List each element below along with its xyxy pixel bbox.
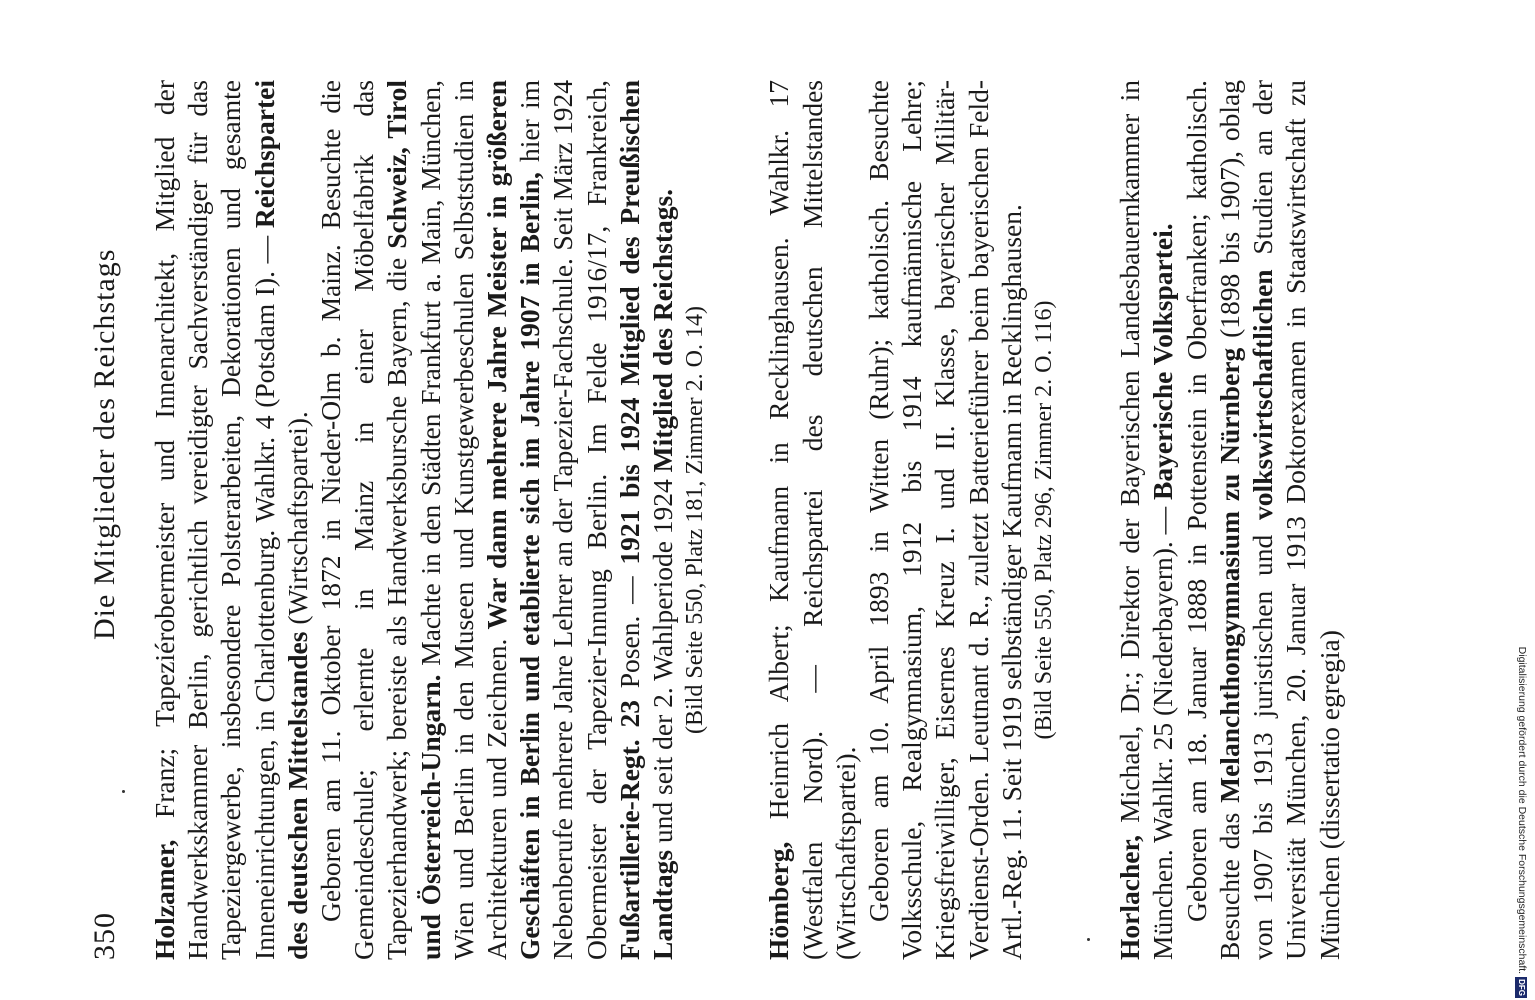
dfg-logo-icon: DFG xyxy=(1517,979,1526,996)
digitization-note-text-wrap xyxy=(1515,8,1529,998)
entry-party: Reichspartei des deutschen Mittelstandes xyxy=(248,80,313,960)
bio-emphasis: volkswirtschaftlichen xyxy=(1247,269,1279,520)
entry-name: Hömberg, xyxy=(763,841,795,960)
page-number: 350 xyxy=(88,912,121,960)
entry-reference: (Bild Seite 550, Platz 181, Zimmer 2. O. 14) xyxy=(682,306,709,734)
bio-emphasis: 1921 bis 1924 Mitglied des Preußischen Landtags xyxy=(613,79,679,960)
bio-text: (1898 bis 1907), oblag von 1907 bis 1913 juristischen und xyxy=(1213,80,1279,960)
entry-hoemberg xyxy=(762,80,1061,960)
running-head: Die Mitglieder des Reichstags xyxy=(88,248,121,640)
bio-emphasis: Mitglied des Reichstags. xyxy=(647,188,679,473)
digitization-note xyxy=(1515,8,1529,998)
entry-intro: Franz; Tapeziérobermeister und Innenarchitekt, Mitglied der Handwerkskammer Berlin, gerichtlich vereidigter Sachverständiger für das Tapeziergewerbe, insbesondere Polsterarbeiten, Dekorationen und gesamte Inneneinrichtungen, in Charlottenburg. Wahlkr. 4 (Potsdam I). — xyxy=(149,80,280,960)
page-body xyxy=(148,80,1346,960)
bio-emphasis: Schweiz, Tirol und Österreich-Ungarn. xyxy=(381,80,446,960)
bio-text: Geboren am 11. Oktober 1872 in Nieder-Olm b. Mainz. Besuchte die Gemeindeschule; erlernte in Mainz in einer Möbelfabrik das Tapezierhandwerk; bereiste als Handwerksbursche Bayern, die xyxy=(315,80,413,960)
bio-text: Geboren am 18. Januar 1888 in Pottenstein in Oberfranken; katholisch. Besuchte das xyxy=(1180,80,1245,960)
entry-biography: Geboren am 10. April 1893 in Witten (Ruhr); katholisch. Besuchte Volksschule, Realgymnasium, 1912 bis 1914 kaufmännische Lehre; Kriegsfreiwilliger, Eisernes Kreuz I. und II. Klasse, bayerischer Militär-Verdienst-Orden. Leutnant d. R., zuletzt Batterieführer beim bayerischen Feld-Artl.-Reg. 11. Seit 1919 selbständiger Kaufmann in Recklinghausen. xyxy=(863,80,1027,960)
bio-text: und seit der 2. Wahlperiode 1924 xyxy=(647,472,679,850)
entry-intro: Heinrich Albert; Kaufmann in Recklinghausen. Wahlkr. 17 (Westfalen Nord). — Reichspartei des deutschen Mittelstandes (Wirtschaftspartei). xyxy=(763,80,861,960)
entry-intro: Michael, Dr.; Direktor der Bayerischen Landesbauernkammer in München. Wahlkr. 25 (Niederbayern). — xyxy=(1114,80,1179,960)
bio-text: Machte in den Städten Frankfurt a. Main, München, Wien und Berlin in den Museen und Kunstgewerbeschulen Selbststudien in Architekturen und Zeichnen. xyxy=(414,80,513,960)
bio-emphasis: War dann mehrere Jahre Meister in größeren Geschäften in Berlin und etablierte sich im Jahre 1907 in Berlin, xyxy=(481,80,546,960)
entry-name: Holzamer, xyxy=(149,839,180,960)
bio-text: Posen. — xyxy=(613,564,645,701)
entry-party: Bayerische Volkspartei. xyxy=(1147,223,1179,500)
scan-speck xyxy=(122,790,125,793)
scan-speck xyxy=(1087,938,1090,941)
entry-spacer xyxy=(1061,80,1113,960)
digitization-note-text: Digitalisierung gefördert durch die Deutsche Forschungsgemeinschaft. xyxy=(1516,646,1528,975)
entry-holzamer xyxy=(148,80,712,960)
bio-text: hier im Nebenberufe mehrere Jahre Lehrer an der Tapezier-Fachschule. Seit März 1924 Obermeister der Tapezier-Innung Berlin. Im Felde 1916/17, Frankreich, xyxy=(514,80,612,960)
entry-party-tail: (Wirtschaftspartei). xyxy=(281,411,313,632)
entry-reference: (Bild Seite 550, Platz 296, Zimmer 2. O. 116) xyxy=(1031,300,1058,740)
entry-heading xyxy=(762,80,862,960)
entry-biography xyxy=(1180,80,1346,960)
bio-emphasis: Fußartillerie-Regt. 23 xyxy=(613,700,645,960)
entry-biography xyxy=(314,80,679,960)
page-header xyxy=(0,0,140,1000)
bio-emphasis: Melanchthongymnasium zu Nürnberg xyxy=(1213,347,1245,803)
bio-text: Studien an der Universität München, 20. Januar 1913 Doktorexamen in Staatswirtschaft zu München (dissertatio egregia) xyxy=(1247,80,1345,960)
entry-heading xyxy=(1113,80,1179,960)
entry-horlacher xyxy=(1113,80,1345,960)
entry-heading xyxy=(148,80,314,960)
entry-name: Horlacher, xyxy=(1114,835,1146,960)
entry-spacer xyxy=(712,80,762,960)
